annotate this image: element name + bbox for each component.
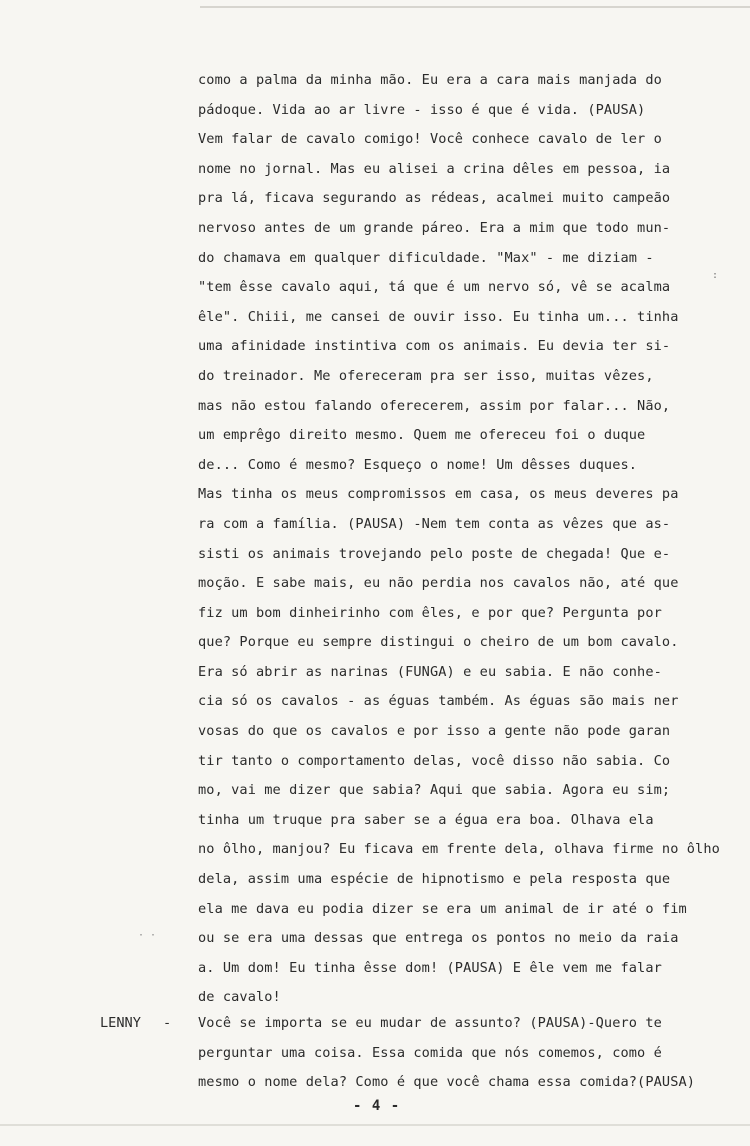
script-line: tinha um truque pra saber se a égua era boa. Olhava ela — [198, 811, 654, 828]
script-line: do chamava em qualquer dificuldade. "Max" - me diziam - — [198, 249, 654, 266]
speaker-dash: - — [163, 1015, 172, 1031]
speech-line: mesmo o nome dela? Como é que você chama essa comida?(PAUSA) — [198, 1074, 696, 1091]
script-line: pra lá, ficava segurando as rédeas, acalmei muito campeão — [198, 190, 671, 207]
script-line: vosas do que os cavalos e por isso a gente não pode garan — [198, 723, 671, 740]
margin-mark: : — [712, 270, 719, 281]
speech-line: Você se importa se eu mudar de assunto? (PAUSA)-Quero te — [198, 1015, 662, 1031]
script-line: no ôlho, manjou? Eu ficava em frente dela, olhava firme no ôlho — [198, 841, 720, 858]
script-line: de cavalo! — [198, 989, 281, 1006]
page-top-edge — [200, 6, 750, 8]
script-line: Mas tinha os meus compromissos em casa, os meus deveres pa — [198, 486, 679, 503]
script-line: cia só os cavalos - as éguas também. As éguas são mais ner — [198, 693, 679, 710]
speech-line: perguntar uma coisa. Essa comida que nós comemos, como é — [198, 1044, 662, 1061]
script-line: do treinador. Me ofereceram pra ser isso, muitas vêzes, — [198, 367, 654, 384]
script-line: dela, assim uma espécie de hipnotismo e pela resposta que — [198, 871, 671, 888]
script-line: que? Porque eu sempre distingui o cheiro de um bom cavalo. — [198, 634, 679, 651]
script-line: nome no jornal. Mas eu alisei a crina dêles em pessoa, ia — [198, 160, 671, 177]
script-body — [198, 66, 718, 1013]
speaker-name: LENNY — [100, 1015, 141, 1031]
script-line: "tem êsse cavalo aqui, tá que é um nervo só, vê se acalma — [198, 279, 671, 296]
script-line: pádoque. Vida ao ar livre - isso é que é vida. (PAUSA) — [198, 101, 646, 118]
script-line: como a palma da minha mão. Eu era a cara mais manjada do — [198, 72, 662, 88]
script-line: um emprêgo direito mesmo. Quem me ofereceu foi o duque — [198, 427, 646, 444]
script-line: ra com a família. (PAUSA) -Nem tem conta as vêzes que as- — [198, 515, 671, 532]
script-line: tir tanto o comportamento delas, você disso não sabia. Co — [198, 752, 671, 769]
speaker-speech — [198, 1009, 718, 1098]
script-line: mo, vai me dizer que sabia? Aqui que sabia. Agora eu sim; — [198, 782, 671, 799]
script-line: moção. E sabe mais, eu não perdia nos cavalos não, até que — [198, 575, 679, 592]
script-line: de... Como é mesmo? Esqueço o nome! Um dêsses duques. — [198, 456, 638, 473]
script-line: nervoso antes de um grande páreo. Era a mim que todo mun- — [198, 219, 671, 236]
script-line: fiz um bom dinheirinho com êles, e por que? Pergunta por — [198, 604, 662, 621]
script-line: uma afinidade instintiva com os animais. Eu devia ter si- — [198, 338, 671, 355]
margin-mark: · · — [138, 930, 157, 941]
script-line: ou se era uma dessas que entrega os pontos no meio da raia — [198, 930, 679, 947]
script-line: a. Um dom! Eu tinha êsse dom! (PAUSA) E êle vem me falar — [198, 959, 662, 976]
script-line: Era só abrir as narinas (FUNGA) e eu sabia. E não conhe- — [198, 663, 662, 680]
script-line: mas não estou falando oferecerem, assim por falar... Não, — [198, 397, 671, 414]
script-line: ela me dava eu podia dizer se era um animal de ir até o fim — [198, 900, 687, 917]
page-bottom-edge — [0, 1124, 750, 1126]
script-line: êle". Chiii, me cansei de ouvir isso. Eu tinha um... tinha — [198, 308, 679, 325]
script-line: sisti os animais trovejando pelo poste de chegada! Que e- — [198, 545, 671, 562]
script-line: Vem falar de cavalo comigo! Você conhece cavalo de ler o — [198, 131, 662, 148]
page-number: - 4 - — [353, 1098, 401, 1114]
